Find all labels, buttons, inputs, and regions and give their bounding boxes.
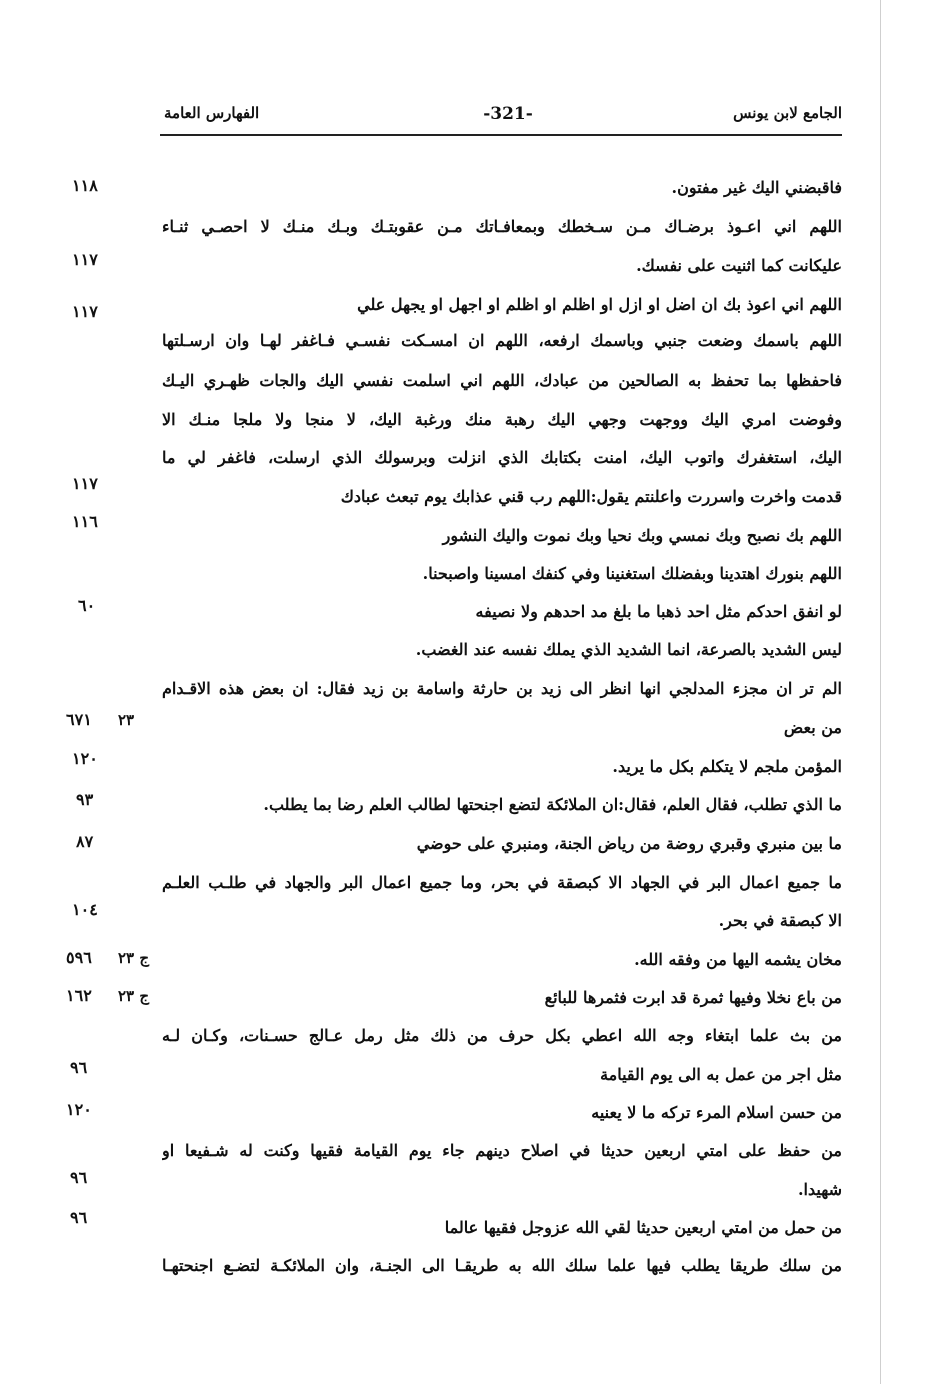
entry-line: شهيدا.	[797, 1180, 842, 1199]
entry-line: مخان يشمه اليها من وفقه الله.	[634, 950, 842, 969]
entry-line: ما بين منبري وقبري روضة من رياض الجنة، ومنبري على حوضي	[416, 834, 842, 853]
entry-line: مثل اجر من عمل به الى يوم القيامة	[600, 1065, 842, 1084]
page-ref-number: ٥٩٦	[66, 948, 92, 967]
page-ref-number: ١٦٢	[66, 986, 92, 1005]
entry-line: ما جميع اعمال البر في الجهاد الا كبصقة في بحر، وما جميع اعمال البر والجهاد في طلـب العلـم	[162, 873, 842, 892]
page-ref-number: ١٢٠	[72, 749, 98, 768]
volume-ref: ج ٢٣	[118, 949, 150, 967]
section-title: الفهارس العامة	[164, 104, 260, 122]
entry-line: من حسن اسلام المرء تركه ما لا يعنيه	[591, 1103, 842, 1122]
page-ref-number: ٩٣	[76, 790, 94, 809]
page-ref-number: ١١٧	[72, 302, 98, 321]
volume-ref: ج ٢٣	[118, 987, 150, 1005]
entry-line: عليكانت كما اثنيت على نفسك.	[636, 256, 842, 275]
header-rule	[160, 134, 842, 136]
entry-line: اللهم بك نصبح وبك نمسي وبك نحيا وبك نموت واليك النشور	[442, 526, 842, 545]
page-ref-number: ١١٨	[72, 176, 98, 195]
entry-line: اللهم اني اعـوذ برضـاك مـن سـخطك وبمعافـاتك مـن عقوبتـك وبـك منـك لا احصـي ثنـاء	[162, 217, 842, 236]
entry-line: اللهم باسمك وضعت جنبي وباسمك ارفعه، اللهم ان امسـكت نفسـي فـاغفر لهـا وان ارسـلتها	[162, 331, 842, 350]
page-ref-number: ١١٦	[72, 512, 98, 531]
entry-line: من باع نخلا وفيها ثمرة قد ابرت فثمرها للبائع	[544, 988, 842, 1007]
volume-ref: ٢٣	[118, 711, 135, 729]
entry-line: الا كبصقة في بحر.	[718, 911, 842, 930]
entry-line: من بعض	[783, 718, 842, 737]
entry-line: من بث علما ابتغاء وجه الله اعطي بكل حرف من ذلك مثل رمل عـالج حسـنات، وكـان لـه	[162, 1026, 842, 1045]
page-edge-line	[880, 0, 881, 1384]
page-ref-number: ٨٧	[76, 832, 94, 851]
entry-line: من سلك طريقا يطلب فيها علما سلك الله به طريقـا الى الجنـة، وان الملائكـة لتضـع اجنحتهـا	[162, 1256, 842, 1275]
page-number: -321-	[483, 104, 533, 124]
entry-line: اللهم بنورك اهتدينا وبفضلك استغنينا وفي كنفك امسينا واصبحنا.	[422, 564, 842, 583]
page-ref-number: ١٠٤	[72, 900, 98, 919]
page-ref-number: ١١٧	[72, 474, 98, 493]
entry-line: فاحفظها بما تحفظ به الصالحين من عبادك، اللهم اني اسلمت نفسي اليك والجات ظهـري اليـك	[162, 371, 842, 390]
page-ref-number: ١١٧	[72, 250, 98, 269]
entry-line: قدمت واخرت واسررت واعلنتم يقول:اللهم رب قني عذابك يوم تبعث عبادك	[340, 487, 842, 506]
entry-line: وفوضت امري اليك ووجهت وجهي اليك رهبة منك ورغبة اليك، لا منجا ولا ملجا منـك الا	[162, 410, 842, 429]
page-ref-number: ٩٦	[70, 1168, 88, 1187]
book-title: الجامع لابن يونس	[733, 104, 842, 122]
entry-line: ليس الشديد بالصرعة، انما الشديد الذي يملك نفسه عند الغضب.	[415, 640, 842, 659]
entry-line: ما الذي تطلب، فقال العلم، فقال:ان الملائكة لتضع اجنحتها لطالب العلم رضا بما يطلب.	[263, 795, 842, 814]
entry-line: اللهم اني اعوذ بك ان اضل او ازل او اظلم او اظلم او اجهل او يجهل علي	[357, 295, 842, 314]
page-ref-number: ٩٦	[70, 1208, 88, 1227]
page-ref-number: ٦٠	[78, 596, 96, 615]
entry-line: الم تر ان مجزء المدلجي انها انظر الى زيد بن حارثة واسامة بن زيد فقال: ان بعض هذه الاقـدام	[162, 679, 842, 698]
entry-line: من حفظ على امتي اربعين حديثا في اصلاح دينهم جاء يوم القيامة فقيها وكنت له شـفيعا او	[162, 1141, 842, 1160]
entry-line: اليك، استغفرك واتوب اليك، امنت بكتابك الذي انزلت وبرسولك الذي ارسلت، فاغفر لي ما	[162, 448, 842, 467]
entry-line: المؤمن ملجم لا يتكلم بكل ما يريد.	[612, 757, 842, 776]
entry-line: من حمل من امتي اربعين حديثا لقي الله عزوجل فقيها عالما	[444, 1218, 842, 1237]
page-ref-number: ٦٧١	[66, 710, 92, 729]
page-ref-number: ١٢٠	[66, 1100, 92, 1119]
entry-line: فاقبضني اليك غير مفتون.	[671, 178, 842, 197]
page-ref-number: ٩٦	[70, 1058, 88, 1077]
entry-line: لو انفق احدكم مثل احد ذهبا ما بلغ مد احدهم ولا نصيفه	[475, 602, 842, 621]
